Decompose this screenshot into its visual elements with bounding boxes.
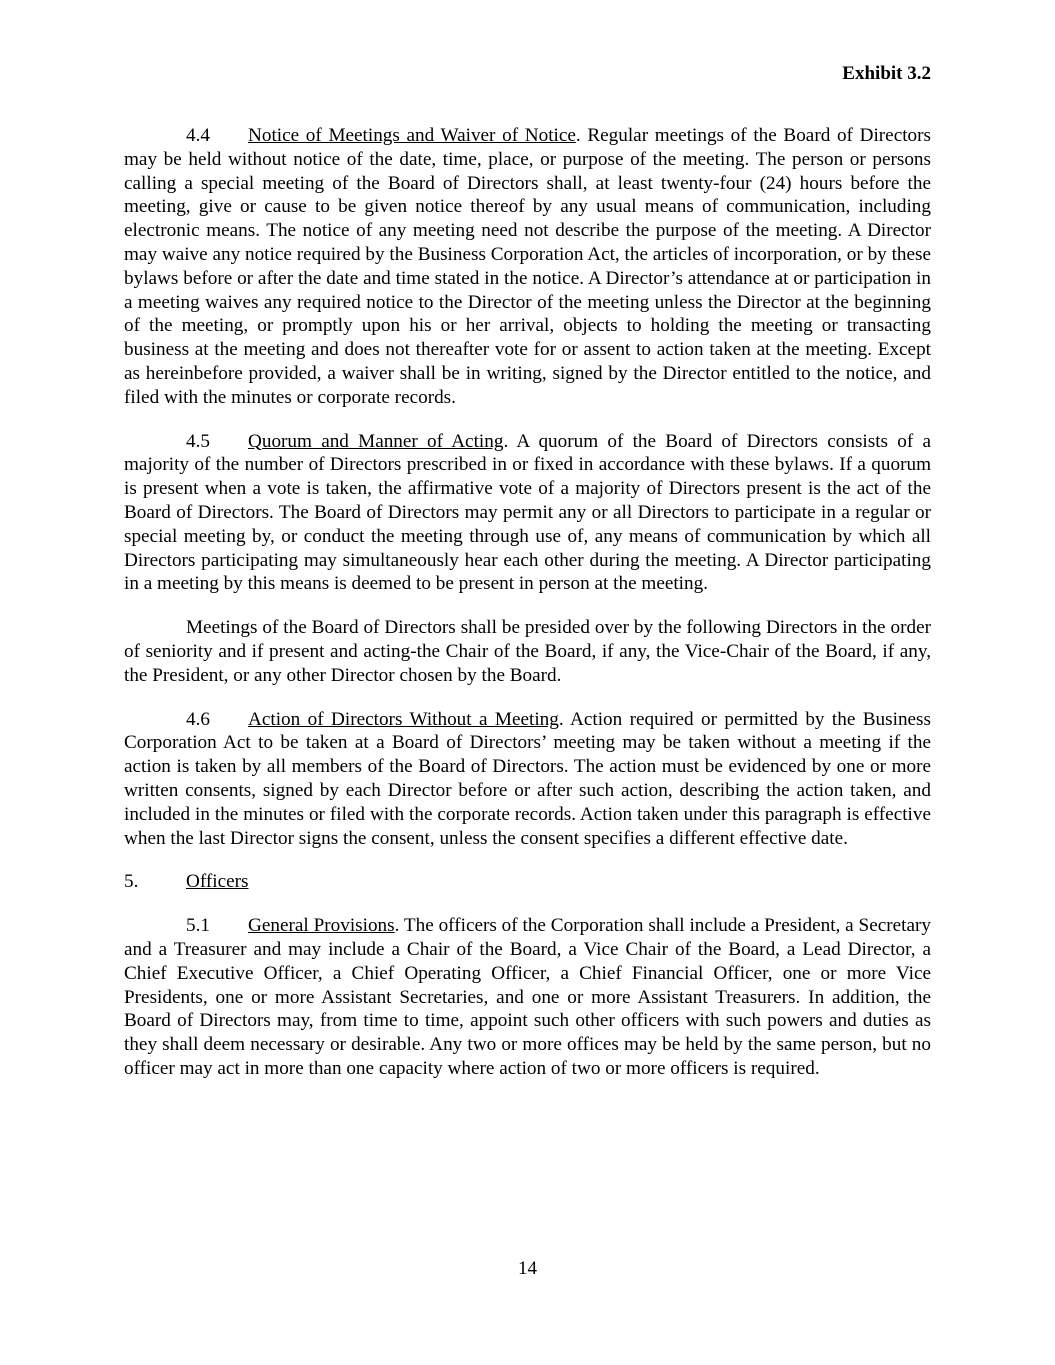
section-title: Officers bbox=[186, 871, 249, 893]
section-text: . Regular meetings of the Board of Directors may be held without notice of the date, time, place, or purpose of the meeting. The person or persons calling a special meeting of the Board of Directors shall, at least twenty-four (24) hours before the meeting, give or cause to be given notice thereof by any usual means of communication, including electronic means. The notice of any meeting need not describe the purpose of the meeting. A Director may waive any notice required by the Business Corporation Act, the articles of incorporation, or by these bylaws before or after the date and time stated in the notice. A Director’s attendance at or participation in a meeting waives any required notice to the Director of the meeting unless the Director at the beginning of the meeting, or promptly upon his or her arrival, objects to holding the meeting or transacting business at the meeting and does not thereafter vote for or assent to action taken at the meeting. Except as hereinbefore provided, a waiver shall be in writing, signed by the Director entitled to the notice, and filed with the minutes or corporate records. bbox=[124, 125, 931, 408]
document-body bbox=[124, 124, 931, 1101]
section-number: 4.5 bbox=[186, 430, 210, 452]
section-number: 5.1 bbox=[186, 915, 210, 937]
section-text: . The officers of the Corporation shall include a President, a Secretary and a Treasurer and may include a Chair of the Board, a Vice Chair of the Board, a Lead Director, a Chief Executive Officer, a Chief Operating Officer, a Chief Financial Officer, one or more Vice Presidents, one or more Assistant Secretaries, and one or more Assistant Treasurers. In addition, the Board of Directors may, from time to time, appoint such other officers with such powers and duties as they shall deem necessary or desirable. Any two or more offices may be held by the same person, but no officer may act in more than one capacity where action of two or more officers is required. bbox=[124, 915, 931, 1079]
section-4-5-paragraph bbox=[124, 430, 931, 597]
section-number: 4.6 bbox=[186, 708, 210, 730]
section-title: Action of Directors Without a Meeting bbox=[248, 708, 559, 730]
section-5-heading bbox=[124, 870, 931, 894]
section-number: 5. bbox=[124, 871, 139, 893]
section-5-1-paragraph bbox=[124, 914, 931, 1081]
page-number: 14 bbox=[518, 1258, 537, 1279]
section-4-5-continued-paragraph: Meetings of the Board of Directors shall be presided over by the following Directors in the order of seniority and if present and acting-the Chair of the Board, if any, the Vice-Chair of the Board, if any, the President, or any other Director chosen by the Board. bbox=[124, 617, 931, 686]
section-title: Quorum and Manner of Acting bbox=[248, 430, 504, 452]
section-title: Notice of Meetings and Waiver of Notice bbox=[248, 125, 576, 146]
exhibit-label: Exhibit 3.2 bbox=[842, 63, 931, 84]
section-title: General Provisions bbox=[248, 915, 395, 937]
section-text: . A quorum of the Board of Directors consists of a majority of the number of Directors prescribed in or fixed in accordance with these bylaws. If a quorum is present when a vote is taken, the affirmative vote of a majority of Directors present is the act of the Board of Directors. The Board of Directors may permit any or all Directors to participate in a regular or special meeting by, or conduct the meeting through use of, any means of communication by which all Directors participating may simultaneously hear each other during the meeting. A Director participating in a meeting by this means is deemed to be present in person at the meeting. bbox=[124, 430, 931, 595]
section-number: 4.4 bbox=[186, 125, 210, 146]
section-4-6-paragraph bbox=[124, 708, 931, 851]
section-text: . Action required or permitted by the Business Corporation Act to be taken at a Board of Directors’ meeting may be taken without a meeting if the action is taken by all members of the Board of Directors. The action must be evidenced by one or more written consents, signed by each Director before or after such action, describing the action taken, and included in the minutes or filed with the corporate records. Action taken under this paragraph is effective when the last Director signs the consent, unless the consent specifies a different effective date. bbox=[124, 708, 931, 849]
section-4-4-paragraph bbox=[124, 124, 931, 410]
